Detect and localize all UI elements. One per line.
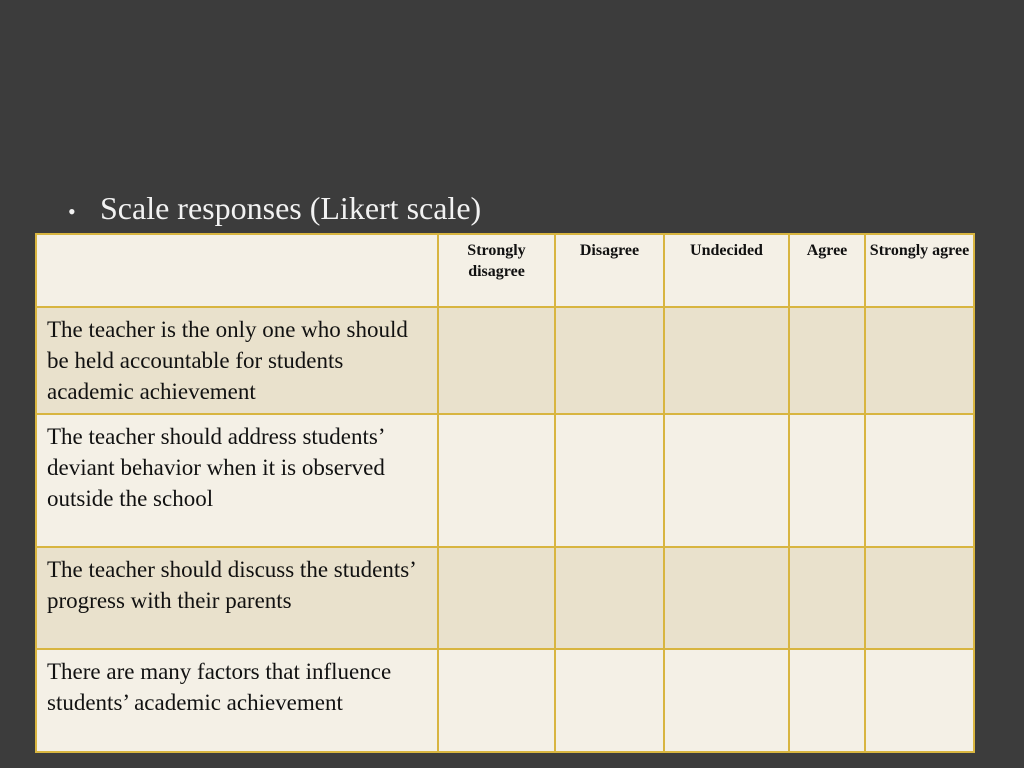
header-disagree: Disagree [555, 234, 664, 307]
bullet-item [68, 186, 481, 234]
response-cell[interactable] [789, 649, 865, 752]
response-cell[interactable] [865, 547, 974, 649]
response-cell[interactable] [789, 547, 865, 649]
table-row [36, 414, 974, 547]
response-cell[interactable] [438, 649, 555, 752]
response-cell[interactable] [865, 307, 974, 414]
header-agree: Agree [789, 234, 865, 307]
response-cell[interactable] [865, 649, 974, 752]
response-cell[interactable] [438, 307, 555, 414]
response-cell[interactable] [664, 414, 789, 547]
statement-cell: There are many factors that influence students’ academic achievement [36, 649, 438, 752]
response-cell[interactable] [865, 414, 974, 547]
statement-cell: The teacher should discuss the students’ progress with their parents [36, 547, 438, 649]
header-row [36, 234, 974, 307]
table-row [36, 547, 974, 649]
response-cell[interactable] [664, 649, 789, 752]
table-row [36, 649, 974, 752]
response-cell[interactable] [555, 307, 664, 414]
table-row [36, 307, 974, 414]
response-cell[interactable] [555, 414, 664, 547]
statement-cell: The teacher should address students’ deviant behavior when it is observed outside the school [36, 414, 438, 547]
header-undecided: Undecided [664, 234, 789, 307]
response-cell[interactable] [664, 547, 789, 649]
bullet-text: Scale responses (Likert scale) [100, 190, 482, 226]
response-cell[interactable] [555, 649, 664, 752]
response-cell[interactable] [438, 414, 555, 547]
statement-cell: The teacher is the only one who should be held accountable for students academic achievement [36, 307, 438, 414]
response-cell[interactable] [555, 547, 664, 649]
likert-table [35, 233, 975, 753]
header-strongly-disagree: Strongly disagree [438, 234, 555, 307]
header-strongly-agree: Strongly agree [865, 234, 974, 307]
bullet-icon: • [68, 199, 76, 224]
response-cell[interactable] [789, 307, 865, 414]
response-cell[interactable] [664, 307, 789, 414]
response-cell[interactable] [789, 414, 865, 547]
header-blank-cell [36, 234, 438, 307]
response-cell[interactable] [438, 547, 555, 649]
